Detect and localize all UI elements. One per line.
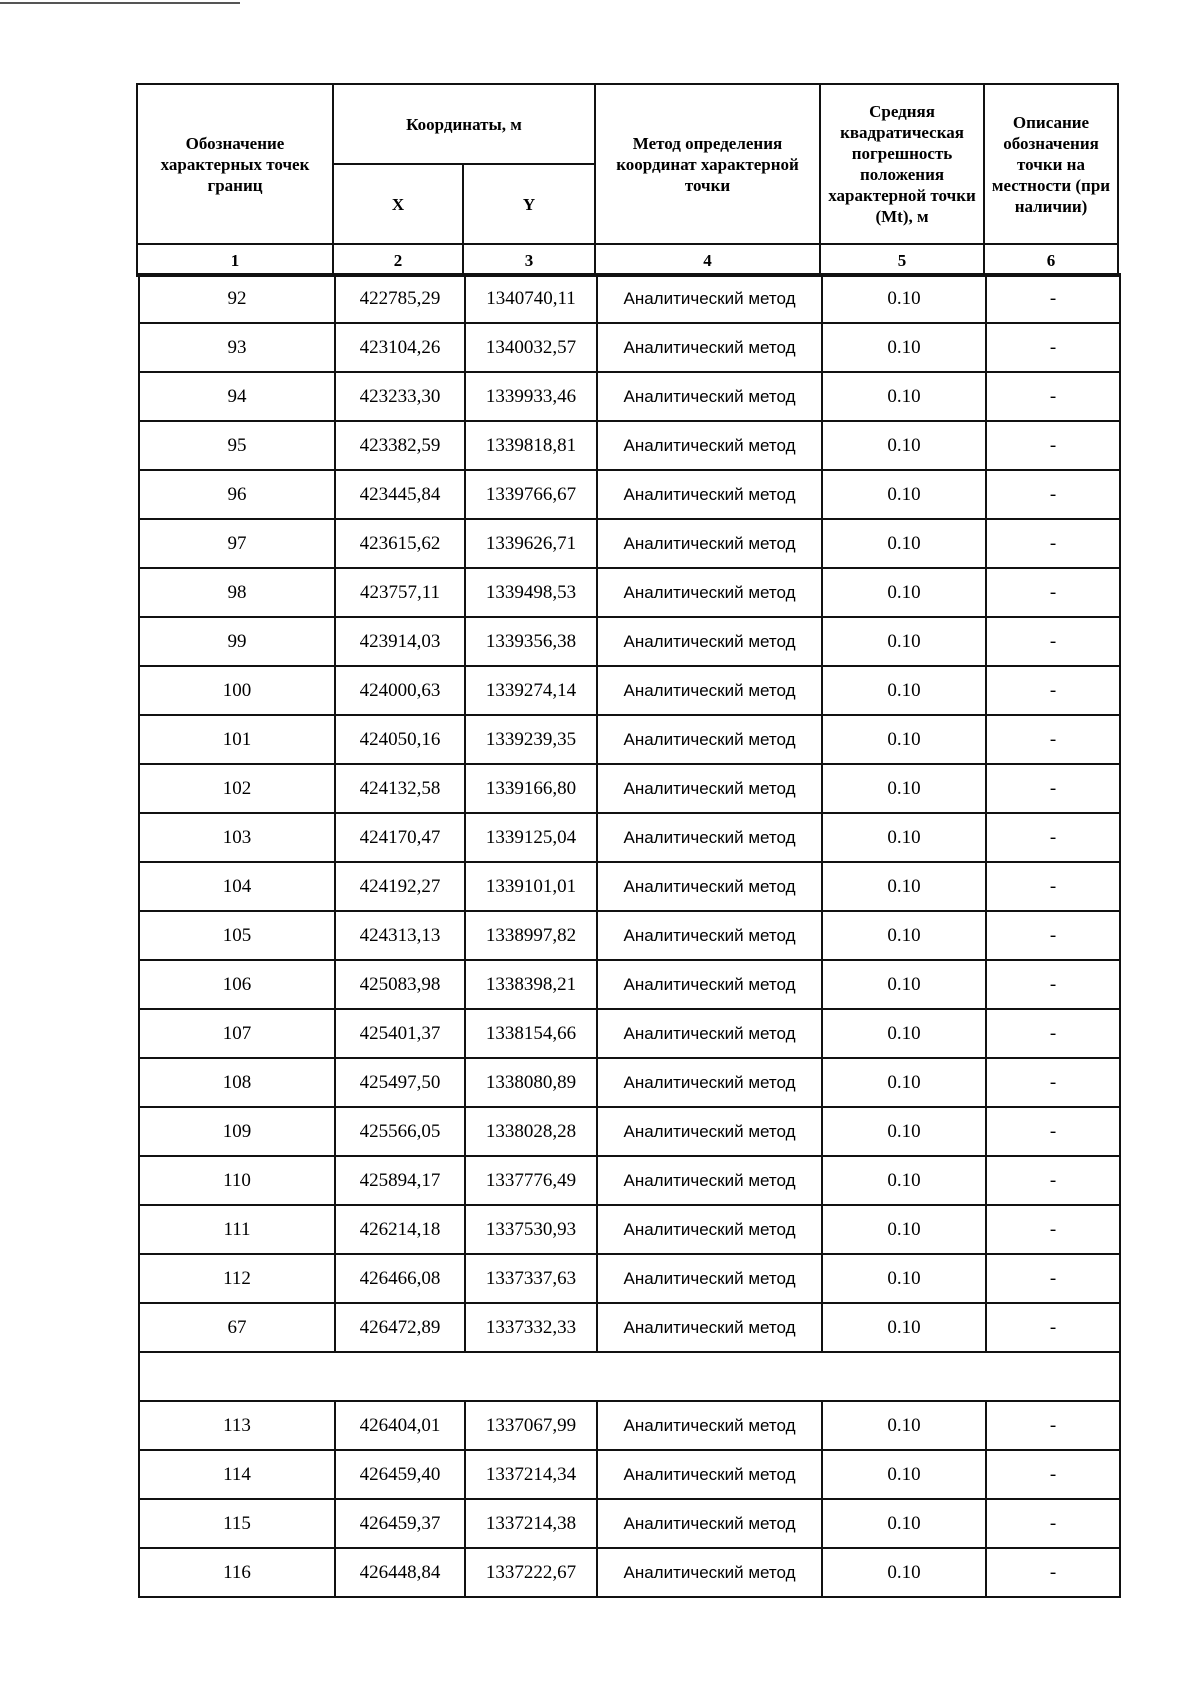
- x-coordinate-cell: 426466,08: [335, 1254, 465, 1303]
- x-coordinate-cell: 426404,01: [335, 1401, 465, 1450]
- mean-error-cell: 0.10: [822, 323, 986, 372]
- x-coordinate-cell: 424132,58: [335, 764, 465, 813]
- x-coordinate-cell: 423914,03: [335, 617, 465, 666]
- description-cell: -: [986, 1303, 1120, 1352]
- table-row: [139, 274, 1120, 323]
- y-coordinate-cell: 1338154,66: [465, 1009, 597, 1058]
- x-coordinate-cell: 423104,26: [335, 323, 465, 372]
- method-cell: Аналитический метод: [597, 617, 822, 666]
- description-cell: -: [986, 1205, 1120, 1254]
- point-number-cell: 102: [139, 764, 335, 813]
- point-number-cell: 96: [139, 470, 335, 519]
- table-row: [139, 960, 1120, 1009]
- x-coordinate-cell: 424313,13: [335, 911, 465, 960]
- x-coordinate-cell: 424050,16: [335, 715, 465, 764]
- x-coordinate-cell: 426214,18: [335, 1205, 465, 1254]
- table-row: [139, 1254, 1120, 1303]
- point-number-cell: 101: [139, 715, 335, 764]
- point-number-cell: 114: [139, 1450, 335, 1499]
- table-row: [139, 1548, 1120, 1597]
- coordinates-table: [138, 273, 1121, 1598]
- top-rule: [0, 2, 240, 4]
- x-coordinate-cell: 426459,37: [335, 1499, 465, 1548]
- point-number-cell: 106: [139, 960, 335, 1009]
- x-coordinate-cell: 423615,62: [335, 519, 465, 568]
- y-coordinate-cell: 1339498,53: [465, 568, 597, 617]
- y-coordinate-cell: 1339766,67: [465, 470, 597, 519]
- header-col-number: 6: [984, 244, 1118, 276]
- point-number-cell: 107: [139, 1009, 335, 1058]
- x-coordinate-cell: 426459,40: [335, 1450, 465, 1499]
- method-cell: Аналитический метод: [597, 666, 822, 715]
- table-row: [139, 323, 1120, 372]
- y-coordinate-cell: 1340032,57: [465, 323, 597, 372]
- method-cell: Аналитический метод: [597, 911, 822, 960]
- description-cell: -: [986, 1254, 1120, 1303]
- header-x: X: [333, 164, 463, 244]
- point-number-cell: 95: [139, 421, 335, 470]
- mean-error-cell: 0.10: [822, 1156, 986, 1205]
- table-row: [139, 372, 1120, 421]
- x-coordinate-cell: 426448,84: [335, 1548, 465, 1597]
- method-cell: Аналитический метод: [597, 1450, 822, 1499]
- x-coordinate-cell: 425497,50: [335, 1058, 465, 1107]
- method-cell: Аналитический метод: [597, 960, 822, 1009]
- mean-error-cell: 0.10: [822, 568, 986, 617]
- point-number-cell: 97: [139, 519, 335, 568]
- point-number-cell: 116: [139, 1548, 335, 1597]
- description-cell: -: [986, 1107, 1120, 1156]
- x-coordinate-cell: 424000,63: [335, 666, 465, 715]
- mean-error-cell: 0.10: [822, 1450, 986, 1499]
- header-description: Описание обозначения точки на местности (при наличии): [984, 84, 1118, 244]
- method-cell: Аналитический метод: [597, 274, 822, 323]
- y-coordinate-cell: 1337337,63: [465, 1254, 597, 1303]
- description-cell: -: [986, 1058, 1120, 1107]
- method-cell: Аналитический метод: [597, 1548, 822, 1597]
- header-coordinates: Координаты, м: [333, 84, 595, 164]
- y-coordinate-cell: 1339356,38: [465, 617, 597, 666]
- x-coordinate-cell: 424192,27: [335, 862, 465, 911]
- y-coordinate-cell: 1337332,33: [465, 1303, 597, 1352]
- method-cell: Аналитический метод: [597, 1401, 822, 1450]
- x-coordinate-cell: 422785,29: [335, 274, 465, 323]
- y-coordinate-cell: 1338997,82: [465, 911, 597, 960]
- y-coordinate-cell: 1337776,49: [465, 1156, 597, 1205]
- mean-error-cell: 0.10: [822, 666, 986, 715]
- method-cell: Аналитический метод: [597, 519, 822, 568]
- table-row: [139, 715, 1120, 764]
- mean-error-cell: 0.10: [822, 421, 986, 470]
- separator-row: [139, 1352, 1120, 1401]
- method-cell: Аналитический метод: [597, 1303, 822, 1352]
- x-coordinate-cell: 425566,05: [335, 1107, 465, 1156]
- method-cell: Аналитический метод: [597, 715, 822, 764]
- description-cell: -: [986, 1009, 1120, 1058]
- table-row: [139, 568, 1120, 617]
- point-number-cell: 109: [139, 1107, 335, 1156]
- point-number-cell: 93: [139, 323, 335, 372]
- table-row: [139, 1058, 1120, 1107]
- description-cell: -: [986, 1156, 1120, 1205]
- table-row: [139, 421, 1120, 470]
- mean-error-cell: 0.10: [822, 1254, 986, 1303]
- point-number-cell: 98: [139, 568, 335, 617]
- mean-error-cell: 0.10: [822, 715, 986, 764]
- mean-error-cell: 0.10: [822, 1205, 986, 1254]
- method-cell: Аналитический метод: [597, 862, 822, 911]
- point-number-cell: 67: [139, 1303, 335, 1352]
- mean-error-cell: 0.10: [822, 1058, 986, 1107]
- mean-error-cell: 0.10: [822, 1548, 986, 1597]
- description-cell: -: [986, 1548, 1120, 1597]
- y-coordinate-cell: 1337530,93: [465, 1205, 597, 1254]
- y-coordinate-cell: 1338398,21: [465, 960, 597, 1009]
- point-number-cell: 104: [139, 862, 335, 911]
- mean-error-cell: 0.10: [822, 470, 986, 519]
- method-cell: Аналитический метод: [597, 323, 822, 372]
- point-number-cell: 100: [139, 666, 335, 715]
- table-row: [139, 1450, 1120, 1499]
- y-coordinate-cell: 1340740,11: [465, 274, 597, 323]
- table-row: [139, 764, 1120, 813]
- point-number-cell: 112: [139, 1254, 335, 1303]
- table-header: [136, 83, 1119, 277]
- y-coordinate-cell: 1339626,71: [465, 519, 597, 568]
- table-row: [139, 1205, 1120, 1254]
- x-coordinate-cell: 423757,11: [335, 568, 465, 617]
- method-cell: Аналитический метод: [597, 1254, 822, 1303]
- method-cell: Аналитический метод: [597, 1009, 822, 1058]
- method-cell: Аналитический метод: [597, 1107, 822, 1156]
- mean-error-cell: 0.10: [822, 617, 986, 666]
- method-cell: Аналитический метод: [597, 1156, 822, 1205]
- point-number-cell: 105: [139, 911, 335, 960]
- header-col-number: 2: [333, 244, 463, 276]
- point-number-cell: 108: [139, 1058, 335, 1107]
- table-row: [139, 911, 1120, 960]
- y-coordinate-cell: 1339166,80: [465, 764, 597, 813]
- table-row: [139, 1499, 1120, 1548]
- description-cell: -: [986, 1401, 1120, 1450]
- mean-error-cell: 0.10: [822, 1009, 986, 1058]
- y-coordinate-cell: 1337214,38: [465, 1499, 597, 1548]
- header-method: Метод определения координат характерной точки: [595, 84, 820, 244]
- mean-error-cell: 0.10: [822, 813, 986, 862]
- y-coordinate-cell: 1337067,99: [465, 1401, 597, 1450]
- table-row: [139, 617, 1120, 666]
- point-number-cell: 115: [139, 1499, 335, 1548]
- description-cell: -: [986, 617, 1120, 666]
- description-cell: -: [986, 911, 1120, 960]
- point-number-cell: 110: [139, 1156, 335, 1205]
- y-coordinate-cell: 1339239,35: [465, 715, 597, 764]
- table-row: [139, 862, 1120, 911]
- method-cell: Аналитический метод: [597, 372, 822, 421]
- header-y: Y: [463, 164, 595, 244]
- header-col-number: 5: [820, 244, 984, 276]
- mean-error-cell: 0.10: [822, 1499, 986, 1548]
- y-coordinate-cell: 1338028,28: [465, 1107, 597, 1156]
- method-cell: Аналитический метод: [597, 470, 822, 519]
- method-cell: Аналитический метод: [597, 568, 822, 617]
- header-mean-error: Средняя квадратическая погрешность положения характерной точки (Mt), м: [820, 84, 984, 244]
- table-row: [139, 1401, 1120, 1450]
- mean-error-cell: 0.10: [822, 911, 986, 960]
- description-cell: -: [986, 568, 1120, 617]
- header-col-number: 3: [463, 244, 595, 276]
- description-cell: -: [986, 470, 1120, 519]
- description-cell: -: [986, 274, 1120, 323]
- description-cell: -: [986, 1499, 1120, 1548]
- description-cell: -: [986, 323, 1120, 372]
- x-coordinate-cell: 425083,98: [335, 960, 465, 1009]
- table-row: [139, 1107, 1120, 1156]
- table-row: [139, 1303, 1120, 1352]
- x-coordinate-cell: 423445,84: [335, 470, 465, 519]
- mean-error-cell: 0.10: [822, 1303, 986, 1352]
- description-cell: -: [986, 813, 1120, 862]
- description-cell: -: [986, 421, 1120, 470]
- mean-error-cell: 0.10: [822, 1107, 986, 1156]
- description-cell: -: [986, 519, 1120, 568]
- table-row: [139, 813, 1120, 862]
- point-number-cell: 94: [139, 372, 335, 421]
- point-number-cell: 113: [139, 1401, 335, 1450]
- method-cell: Аналитический метод: [597, 764, 822, 813]
- y-coordinate-cell: 1339125,04: [465, 813, 597, 862]
- table-row: [139, 1009, 1120, 1058]
- description-cell: -: [986, 862, 1120, 911]
- y-coordinate-cell: 1339933,46: [465, 372, 597, 421]
- header-col-number: 4: [595, 244, 820, 276]
- method-cell: Аналитический метод: [597, 1205, 822, 1254]
- method-cell: Аналитический метод: [597, 1058, 822, 1107]
- description-cell: -: [986, 715, 1120, 764]
- mean-error-cell: 0.10: [822, 372, 986, 421]
- method-cell: Аналитический метод: [597, 421, 822, 470]
- y-coordinate-cell: 1339274,14: [465, 666, 597, 715]
- x-coordinate-cell: 425401,37: [335, 1009, 465, 1058]
- x-coordinate-cell: 424170,47: [335, 813, 465, 862]
- header-col-number: 1: [137, 244, 333, 276]
- table-row: [139, 666, 1120, 715]
- mean-error-cell: 0.10: [822, 519, 986, 568]
- table-row: [139, 1156, 1120, 1205]
- mean-error-cell: 0.10: [822, 960, 986, 1009]
- y-coordinate-cell: 1339818,81: [465, 421, 597, 470]
- header-point-designation: Обозначение характерных точек границ: [137, 84, 333, 244]
- point-number-cell: 99: [139, 617, 335, 666]
- x-coordinate-cell: 423233,30: [335, 372, 465, 421]
- table-row: [139, 519, 1120, 568]
- mean-error-cell: 0.10: [822, 1401, 986, 1450]
- separator-cell: [139, 1352, 1120, 1401]
- y-coordinate-cell: 1338080,89: [465, 1058, 597, 1107]
- description-cell: -: [986, 960, 1120, 1009]
- table-row: [139, 470, 1120, 519]
- point-number-cell: 92: [139, 274, 335, 323]
- x-coordinate-cell: 426472,89: [335, 1303, 465, 1352]
- mean-error-cell: 0.10: [822, 862, 986, 911]
- x-coordinate-cell: 423382,59: [335, 421, 465, 470]
- point-number-cell: 103: [139, 813, 335, 862]
- method-cell: Аналитический метод: [597, 813, 822, 862]
- description-cell: -: [986, 1450, 1120, 1499]
- y-coordinate-cell: 1337214,34: [465, 1450, 597, 1499]
- mean-error-cell: 0.10: [822, 274, 986, 323]
- y-coordinate-cell: 1337222,67: [465, 1548, 597, 1597]
- y-coordinate-cell: 1339101,01: [465, 862, 597, 911]
- method-cell: Аналитический метод: [597, 1499, 822, 1548]
- point-number-cell: 111: [139, 1205, 335, 1254]
- mean-error-cell: 0.10: [822, 764, 986, 813]
- description-cell: -: [986, 764, 1120, 813]
- x-coordinate-cell: 425894,17: [335, 1156, 465, 1205]
- description-cell: -: [986, 666, 1120, 715]
- description-cell: -: [986, 372, 1120, 421]
